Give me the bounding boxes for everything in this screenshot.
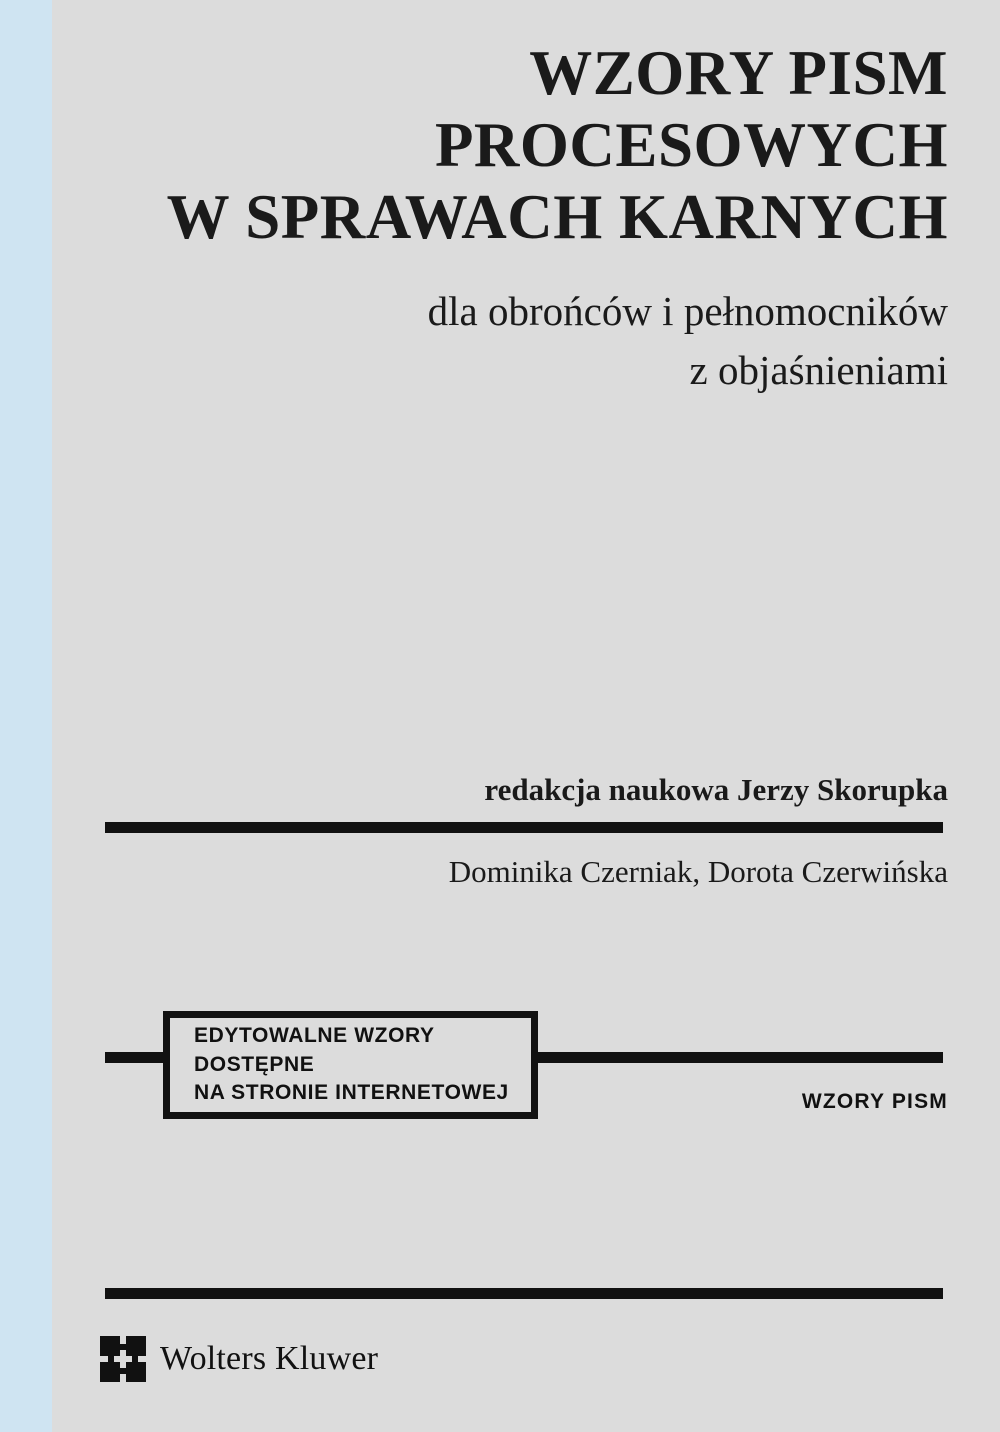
series-label: WZORY PISM: [801, 1090, 948, 1113]
subtitle-line-1: dla obrońców i pełnomocników: [427, 288, 948, 334]
cover-title: [90, 38, 948, 253]
authors-credit: Dominika Czerniak, Dorota Czerwińska: [448, 854, 948, 889]
publisher-name: Wolters Kluwer: [160, 1340, 379, 1377]
wolters-kluwer-mark-icon: [100, 1336, 146, 1382]
title-line-2: PROCESOWYCH: [434, 109, 948, 180]
title-line-1: WZORY PISM: [529, 38, 948, 108]
badge-line-1: EDYTOWALNE WZORY DOSTĘPNE: [194, 1023, 435, 1076]
editor-credit: redakcja naukowa Jerzy Skorupka: [484, 772, 948, 807]
status-badge: [163, 1011, 538, 1119]
divider-top: [105, 822, 943, 833]
badge-line-2: NA STRONIE INTERNETOWEJ: [194, 1081, 509, 1105]
subtitle-line-2: z objaśnieniami: [689, 347, 948, 394]
title-line-3: W SPRAWACH KARNYCH: [166, 181, 948, 252]
status-badge-inner: [170, 1018, 531, 1112]
cover-subtitle: [90, 282, 948, 401]
publisher-logo: [100, 1336, 378, 1382]
left-accent-strip: [0, 0, 52, 1432]
divider-bottom: [105, 1288, 943, 1299]
